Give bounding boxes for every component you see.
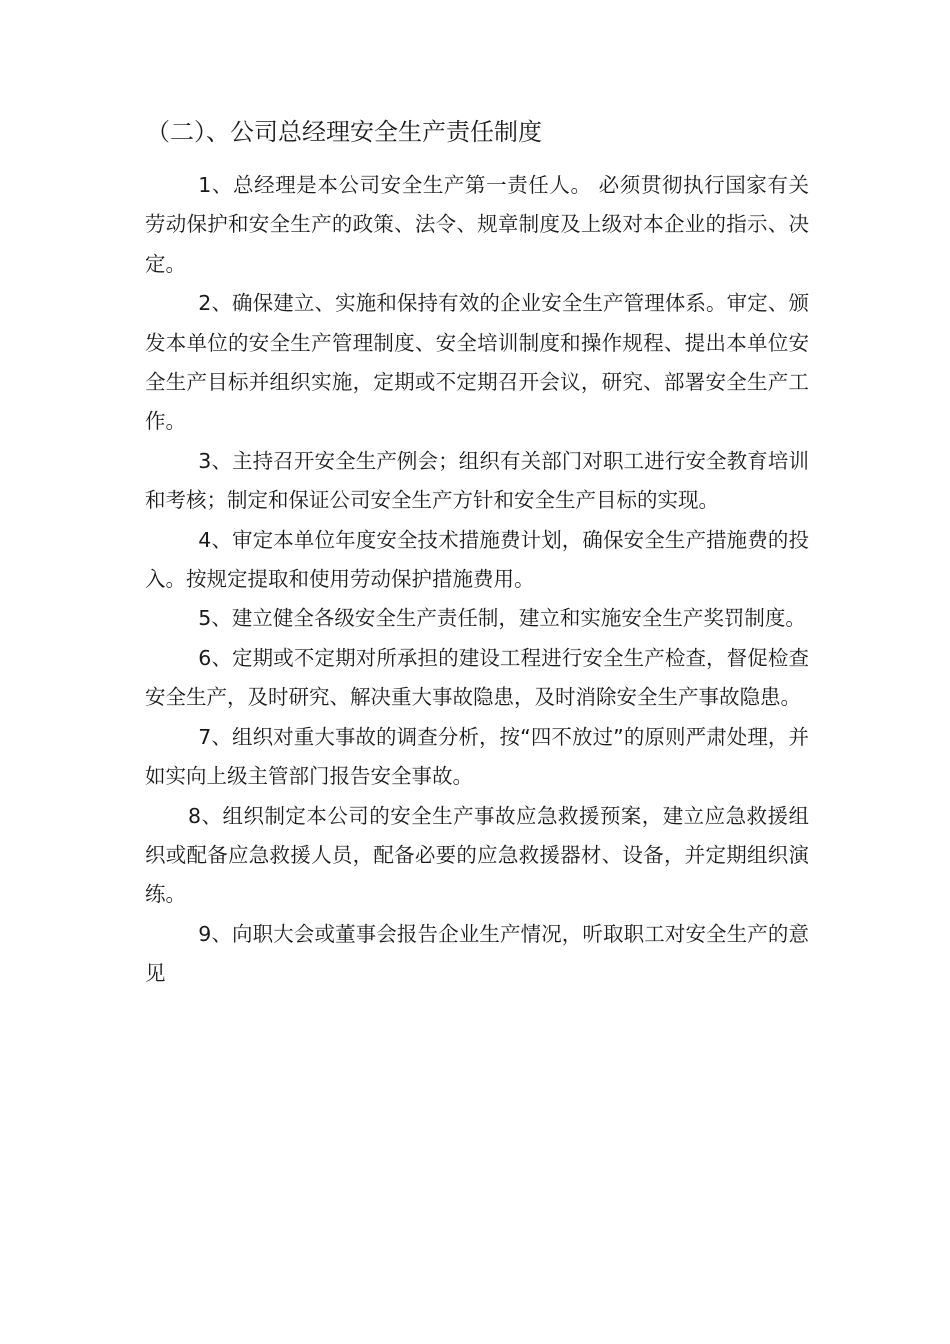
- document-body: [145, 166, 809, 994]
- paragraph-1: 1、总经理是本公司安全生产第一责任人。 必须贯彻执行国家有关劳动保护和安全生产的政策、法令、规章制度及上级对本企业的指示、决定。: [145, 173, 809, 276]
- document-title: （二）、公司总经理安全生产责任制度: [146, 118, 542, 146]
- paragraph-4: 4、审定本单位年度安全技术措施费计划，确保安全生产措施费的投入。按规定提取和使用劳动保护措施费用。: [145, 527, 809, 592]
- paragraph-5: 5、建立健全各级安全生产责任制，建立和实施安全生产奖罚制度。: [198, 606, 806, 631]
- paragraph-7: 7、组织对重大事故的调查分析，按“四不放过”的原则严肃处理，并如实向上级主管部门报告安全事故。: [145, 724, 809, 789]
- paragraph-6: 6、定期或不定期对所承担的建设工程进行安全生产检查，督促检查安全生产，及时研究、解决重大事故隐患，及时消除安全生产事故隐患。: [145, 645, 809, 710]
- paragraph-8: 8、组织制定本公司的安全生产事故应急救援预案，建立应急救援组织或配备应急救援人员，配备必要的应急救援器材、设备，并定期组织演练。: [145, 803, 809, 907]
- paragraph-2: 2、确保建立、实施和保持有效的企业安全生产管理体系。审定、颁发本单位的安全生产管理制度、安全培训制度和操作规程、提出本单位安全生产目标并组织实施，定期或不定期召开会议，研究、部署安全生产工作。: [145, 291, 809, 434]
- paragraph-3: 3、主持召开安全生产例会；组织有关部门对职工进行安全教育培训和考核；制定和保证公司安全生产方针和安全生产目标的实现。: [145, 448, 809, 513]
- paragraph-9: 9、向职大会或董事会报告企业生产情况，听取职工对安全生产的意见: [145, 921, 809, 986]
